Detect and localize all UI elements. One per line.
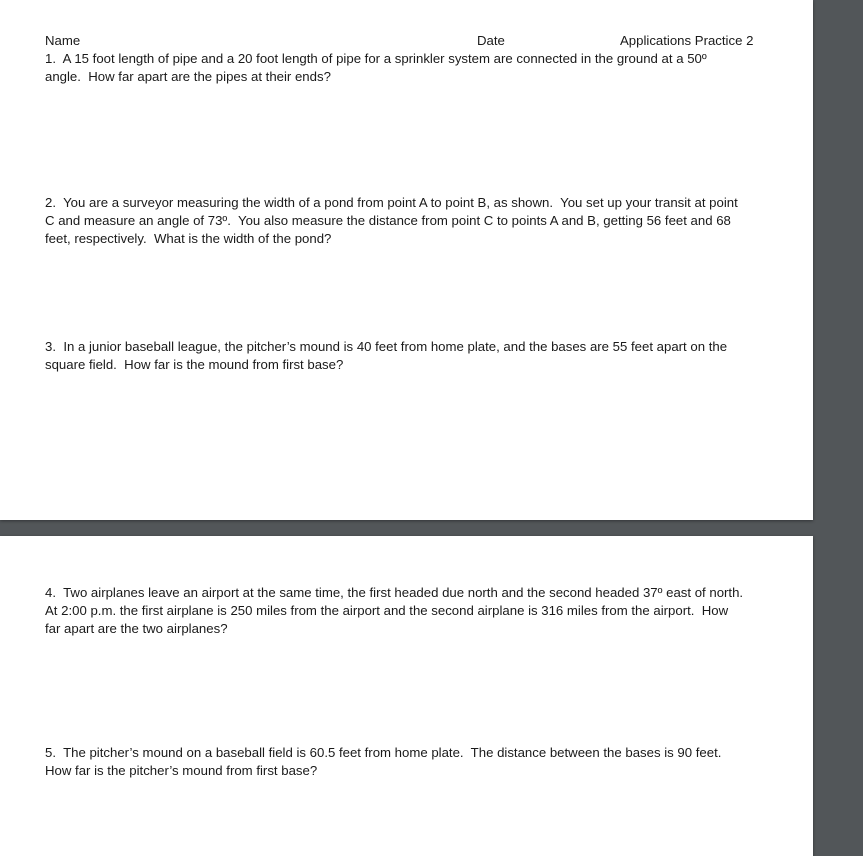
question-3-line-2: square field. How far is the mound from first base? (45, 357, 344, 372)
question-4-line-2: At 2:00 p.m. the first airplane is 250 miles from the airport and the second airplane is 316 miles from the airport. How (45, 603, 729, 618)
question-1-line-2: angle. How far apart are the pipes at their ends? (45, 69, 331, 84)
question-1-line-1: 1. A 15 foot length of pipe and a 20 foot length of pipe for a sprinkler system are connected in the ground at a 50º (45, 51, 707, 66)
question-5-line-1: 5. The pitcher’s mound on a baseball field is 60.5 feet from home plate. The distance between the bases is 90 feet. (45, 745, 722, 760)
question-2-line-2: C and measure an angle of 73º. You also measure the distance from point C to points A and B, getting 56 feet and 68 (45, 213, 731, 228)
question-4-line-3: far apart are the two airplanes? (45, 621, 228, 636)
question-2-line-3: feet, respectively. What is the width of the pond? (45, 231, 332, 246)
date-label: Date (477, 33, 505, 48)
question-4-line-1: 4. Two airplanes leave an airport at the same time, the first headed due north and the second headed 37º east of north. (45, 585, 744, 600)
document-page-2 (0, 536, 813, 856)
question-3-line-1: 3. In a junior baseball league, the pitcher’s mound is 40 feet from home plate, and the bases are 55 feet apart on the (45, 339, 728, 354)
question-2-line-1: 2. You are a surveyor measuring the width of a pond from point A to point B, as shown. You set up your transit at point (45, 195, 738, 210)
worksheet-title: Applications Practice 2 (620, 33, 754, 48)
name-label: Name (45, 33, 81, 48)
question-5-line-2: How far is the pitcher’s mound from first base? (45, 763, 318, 778)
